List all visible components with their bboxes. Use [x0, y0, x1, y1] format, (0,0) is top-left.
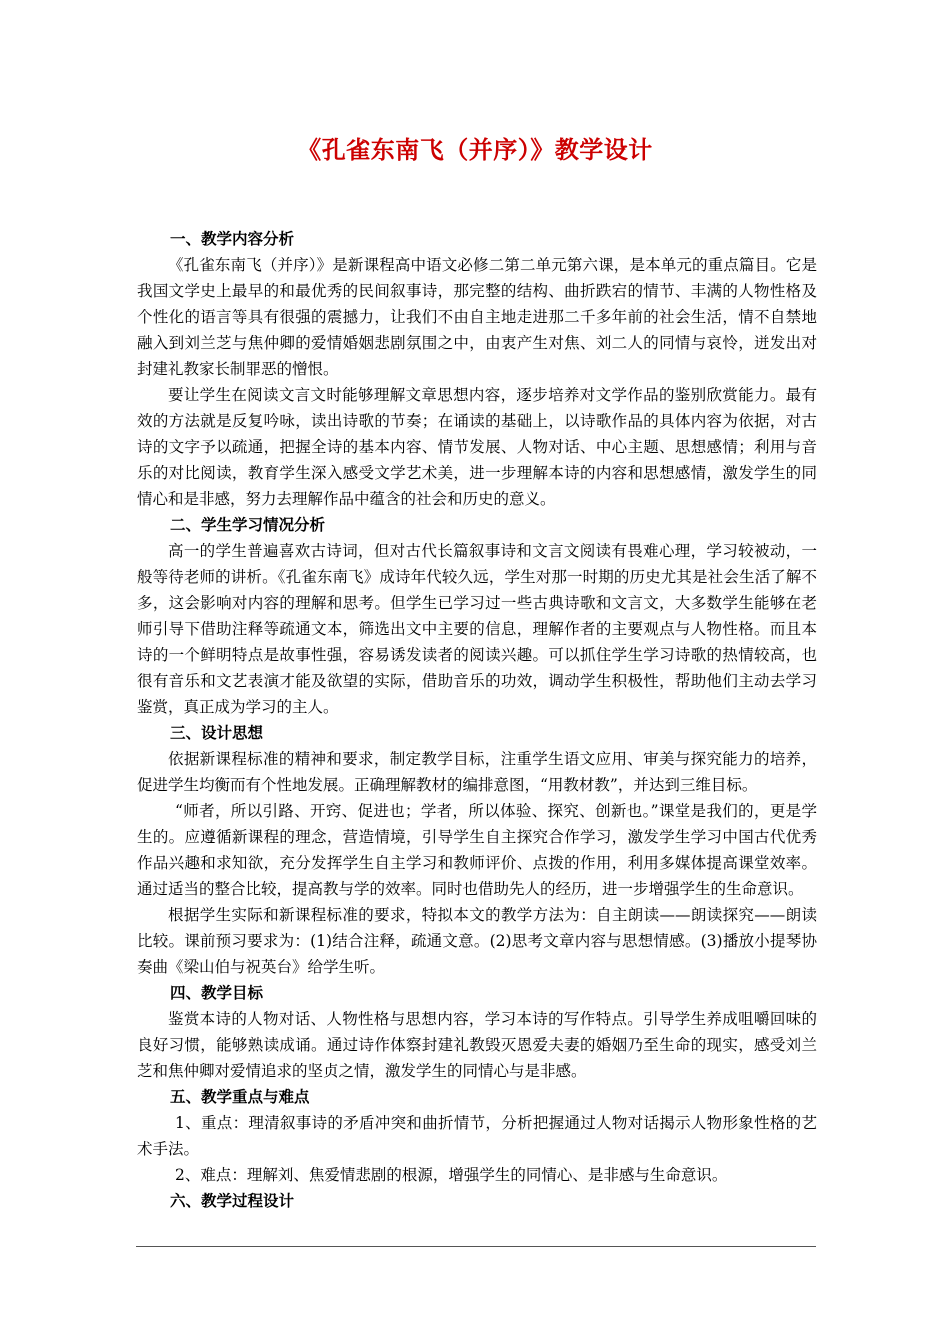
- paragraph: “师者，所以引路、开窍、促进也；学者，所以体验、探究、创新也。”课堂是我们的，更是学生的。应遵循新课程的理念，营造情境，引导学生自主探究合作学习，激发学生学习中国古代优秀作品兴趣和求知欲，充分发挥学生自主学习和教师评价、点拨的作用，利用多媒体提高课堂效率。通过适当的整合比较，提高教与学的效率。同时也借助先人的经历，进一步增强学生的生命意识。: [137, 802, 817, 898]
- paragraph: 要让学生在阅读文言文时能够理解文章思想内容，逐步培养对文学作品的鉴别欣赏能力。最有效的方法就是反复吟咏，读出诗歌的节奏；在诵读的基础上，以诗歌作品的具体内容为依据，对古诗的文字予以疏通，把握全诗的基本内容、情节发展、人物对话、中心主题、思想感情；利用与音乐的对比阅读，教育学生深入感受文学艺术美，进一步理解本诗的内容和思想感情，激发学生的同情心和是非感，努力去理解作品中蕴含的社会和历史的意义。: [137, 386, 817, 508]
- section-heading-content-analysis: 一、教学内容分析: [170, 230, 295, 248]
- paragraph: 根据学生实际和新课程标准的要求，特拟本文的教学方法为：自主朗读——朗读探究——朗读比较。课前预习要求为：(1)结合注释，疏通文意。(2)思考文章内容与思想情感。(3)播放小提琴协奏曲《梁山伯与祝英台》给学生听。: [137, 906, 817, 976]
- section-heading-design-thinking: 三、设计思想: [170, 724, 264, 742]
- paragraph: 1、重点：理清叙事诗的矛盾冲突和曲折情节，分析把握通过人物对话揭示人物形象性格的艺术手法。: [137, 1114, 817, 1158]
- footer-divider: [136, 1246, 816, 1247]
- document-body: [137, 226, 817, 1214]
- paragraph: 2、难点：理解刘、焦爱情悲剧的根源，增强学生的同情心、是非感与生命意识。: [175, 1166, 728, 1184]
- document-title: 《孔雀东南飞（并序）》教学设计: [297, 136, 653, 164]
- section-heading-teaching-process: 六、教学过程设计: [170, 1192, 295, 1210]
- paragraph: 《孔雀东南飞（并序）》是新课程高中语文必修二第二单元第六课，是本单元的重点篇目。它是我国文学史上最早的和最优秀的民间叙事诗，那完整的结构、曲折跌宕的情节、丰满的人物性格及个性化的语言等具有很强的震撼力，让我们不由自主地走进那二千多年前的社会生活，情不自禁地融入到刘兰芝与焦仲卿的爱情婚姻悲剧氛围之中，由衷产生对焦、刘二人的同情与哀怜，迸发出对封建礼教家长制罪恶的憎恨。: [137, 256, 817, 378]
- section-heading-key-points: 五、教学重点与难点: [170, 1088, 310, 1106]
- paragraph: 鉴赏本诗的人物对话、人物性格与思想内容，学习本诗的写作特点。引导学生养成咀嚼回味的良好习惯，能够熟读成诵。通过诗作体察封建礼教毁灭恩爱夫妻的婚姻乃至生命的现实，感受刘兰芝和焦仲卿对爱情追求的坚贞之情，激发学生的同情心与是非感。: [137, 1010, 817, 1080]
- section-heading-student-analysis: 二、学生学习情况分析: [170, 516, 326, 534]
- paragraph: 高一的学生普遍喜欢古诗词，但对古代长篇叙事诗和文言文阅读有畏难心理，学习较被动，一般等待老师的讲析。《孔雀东南飞》成诗年代较久远，学生对那一时期的历史尤其是社会生活了解不多，这会影响对内容的理解和思考。但学生已学习过一些古典诗歌和文言文，大多数学生能够在老师引导下借助注释等疏通文本，筛选出文中主要的信息，理解作者的主要观点与人物性格。而且本诗的一个鲜明特点是故事性强，容易诱发读者的阅读兴趣。可以抓住学生学习诗歌的热情较高，也很有音乐和文艺表演才能及欲望的实际，借助音乐的功效，调动学生积极性，帮助他们主动去学习鉴赏，真正成为学习的主人。: [137, 542, 817, 716]
- section-heading-teaching-goals: 四、教学目标: [170, 984, 264, 1002]
- paragraph: 依据新课程标准的精神和要求，制定教学目标，注重学生语文应用、审美与探究能力的培养，促进学生均衡而有个性地发展。正确理解教材的编排意图，“用教材教”，并达到三维目标。: [137, 750, 817, 794]
